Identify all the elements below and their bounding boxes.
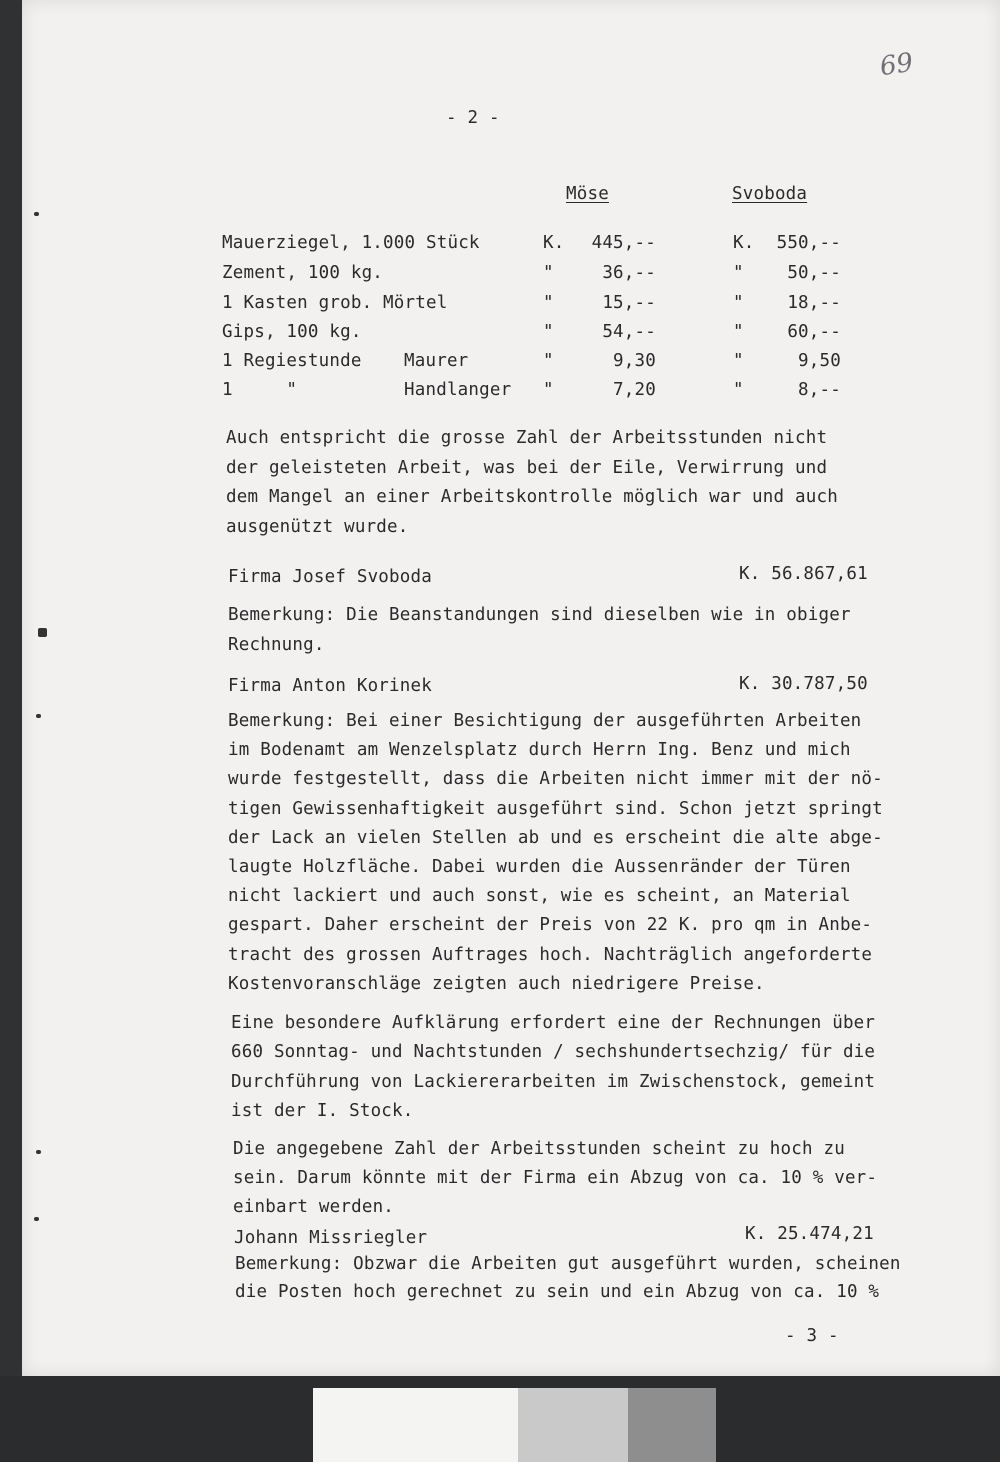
price-row-value-moese: 7,20 bbox=[613, 380, 656, 400]
mid-gray-reference-patch bbox=[628, 1388, 716, 1462]
remark-line: tigen Gewissenhaftigkeit ausgeführt sind. Schon jetzt springt bbox=[228, 798, 883, 819]
white-reference-patch bbox=[313, 1388, 518, 1462]
paper-speck bbox=[38, 628, 47, 637]
price-row-value-svoboda: 50,-- bbox=[787, 263, 841, 283]
price-row-subitem: Handlanger bbox=[404, 380, 512, 400]
firm-name: Firma Josef Svoboda bbox=[228, 567, 432, 587]
price-row-item: 1 Regiestunde bbox=[222, 351, 362, 371]
price-row-currency-moese: " bbox=[543, 380, 554, 400]
body-paragraph-line: Die angegebene Zahl der Arbeitsstunden scheint zu hoch zu bbox=[233, 1139, 845, 1159]
page-number-top: - 2 - bbox=[446, 108, 500, 128]
body-paragraph-line: Auch entspricht die grosse Zahl der Arbeitsstunden nicht bbox=[226, 428, 828, 448]
remark-line: im Bodenamt am Wenzelsplatz durch Herrn Ing. Benz und mich bbox=[228, 740, 851, 761]
handwritten-archive-note: 69 bbox=[878, 47, 916, 83]
price-row-value-moese: 9,30 bbox=[613, 351, 656, 371]
price-row-currency-svoboda: " bbox=[733, 380, 744, 400]
firm-name: Firma Anton Korinek bbox=[228, 676, 432, 696]
column-header-moese: Möse bbox=[566, 184, 609, 204]
price-row-value-svoboda: 9,50 bbox=[798, 351, 841, 371]
price-row-value-moese: 36,-- bbox=[602, 263, 656, 283]
firm-name: Johann Missriegler bbox=[234, 1228, 428, 1248]
price-row-currency-svoboda: " bbox=[733, 263, 744, 283]
body-paragraph-line: ausgenützt wurde. bbox=[226, 516, 409, 537]
body-paragraph-line: sein. Darum könnte mit der Firma ein Abzug von ca. 10 % ver- bbox=[233, 1168, 878, 1188]
paper-speck bbox=[36, 714, 41, 718]
body-paragraph-line: 660 Sonntag- und Nachtstunden / sechshundertsechzig/ für die bbox=[231, 1042, 876, 1063]
price-row-item: Zement, 100 kg. bbox=[222, 263, 384, 283]
remark-line: wurde festgestellt, dass die Arbeiten nicht immer mit der nö- bbox=[228, 769, 883, 790]
price-row-value-moese: 445,-- bbox=[591, 233, 656, 253]
remark-line: Rechnung. bbox=[228, 635, 325, 655]
price-row-item: Mauerziegel, 1.000 Stück bbox=[222, 233, 480, 253]
price-row-value-svoboda: 18,-- bbox=[787, 293, 841, 313]
remark-line: nicht lackiert und auch sonst, wie es scheint, an Material bbox=[228, 886, 851, 907]
firm-amount: K. 30.787,50 bbox=[739, 674, 868, 694]
body-paragraph-line: Durchführung von Lackiererarbeiten im Zwischenstock, gemeint bbox=[231, 1071, 876, 1092]
body-paragraph-line: der geleisteten Arbeit, was bei der Eile, Verwirrung und bbox=[226, 457, 828, 478]
body-paragraph-line: Eine besondere Aufklärung erfordert eine der Rechnungen über bbox=[231, 1013, 876, 1033]
price-row-currency-svoboda: " bbox=[733, 293, 744, 313]
body-paragraph-line: dem Mangel an einer Arbeitskontrolle möglich war und auch bbox=[226, 487, 838, 507]
price-row-value-moese: 54,-- bbox=[602, 322, 656, 342]
price-row-currency-moese: " bbox=[543, 293, 554, 313]
remark-line: gespart. Daher erscheint der Preis von 22 K. pro qm in Anbe- bbox=[228, 915, 873, 936]
remark-line: Bemerkung: Die Beanstandungen sind dieselben wie in obiger bbox=[228, 605, 851, 625]
price-row-value-moese: 15,-- bbox=[602, 293, 656, 313]
price-row-item: 1 " bbox=[222, 380, 298, 400]
column-header-svoboda: Svoboda bbox=[732, 184, 808, 204]
remark-line: Kostenvoranschläge zeigten auch niedrigere Preise. bbox=[228, 973, 765, 994]
firm-amount: K. 25.474,21 bbox=[745, 1224, 874, 1244]
price-row-currency-moese: K. bbox=[543, 233, 565, 253]
price-row-value-svoboda: 8,-- bbox=[798, 380, 841, 400]
firm-amount: K. 56.867,61 bbox=[739, 564, 868, 584]
body-paragraph-line: ist der I. Stock. bbox=[231, 1100, 414, 1121]
remark-line: der Lack an vielen Stellen ab und es erscheint die alte abge- bbox=[228, 827, 883, 848]
price-row-value-svoboda: 550,-- bbox=[776, 233, 841, 253]
price-row-currency-svoboda: " bbox=[733, 322, 744, 342]
price-row-currency-svoboda: K. bbox=[733, 233, 755, 253]
remark-line: Bemerkung: Bei einer Besichtigung der ausgeführten Arbeiten bbox=[228, 711, 862, 731]
price-row-item: Gips, 100 kg. bbox=[222, 322, 362, 342]
price-row-currency-svoboda: " bbox=[733, 351, 744, 371]
body-paragraph-line: einbart werden. bbox=[233, 1197, 395, 1217]
page-number-next: - 3 - bbox=[785, 1326, 839, 1346]
paper-speck bbox=[34, 212, 39, 216]
remark-line: laugte Holzfläche. Dabei wurden die Aussenränder der Türen bbox=[228, 857, 851, 877]
remark-line: die Posten hoch gerechnet zu sein und ein Abzug von ca. 10 % bbox=[235, 1282, 880, 1302]
price-row-currency-moese: " bbox=[543, 263, 554, 283]
price-row-currency-moese: " bbox=[543, 351, 554, 371]
remark-line: Bemerkung: Obzwar die Arbeiten gut ausgeführt wurden, scheinen bbox=[235, 1254, 901, 1274]
price-row-item: 1 Kasten grob. Mörtel bbox=[222, 293, 448, 313]
price-row-value-svoboda: 60,-- bbox=[787, 322, 841, 342]
price-row-currency-moese: " bbox=[543, 322, 554, 342]
paper-speck bbox=[36, 1150, 41, 1154]
paper-speck bbox=[34, 1217, 39, 1221]
light-gray-reference-patch bbox=[518, 1388, 628, 1462]
remark-line: tracht des grossen Auftrages hoch. Nachträglich angeforderte bbox=[228, 944, 873, 965]
price-row-subitem: Maurer bbox=[404, 351, 469, 371]
